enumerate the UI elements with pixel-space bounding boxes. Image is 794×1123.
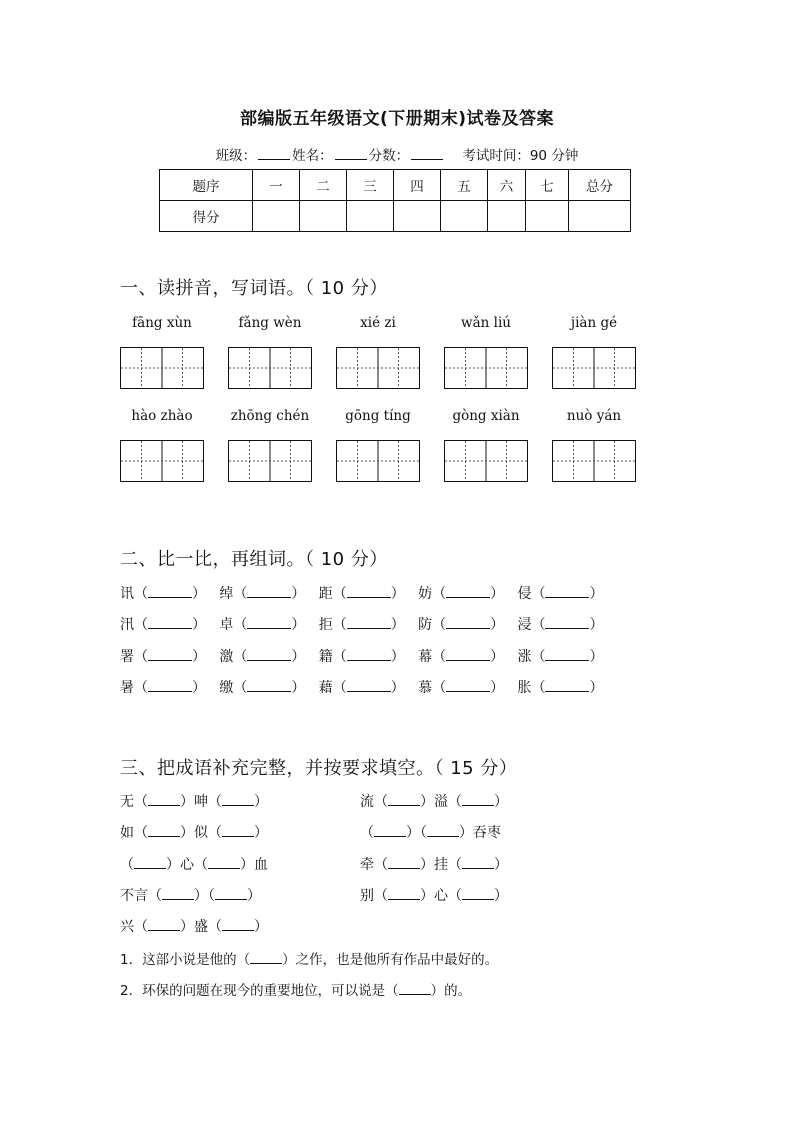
idiom-item: 如（ ）似（ ）: [120, 825, 268, 841]
answer-blank[interactable]: [374, 824, 406, 837]
pinyin-label: nuò yán: [566, 408, 622, 424]
writing-grid[interactable]: [552, 347, 636, 389]
answer-blank[interactable]: [545, 648, 589, 661]
compare-char: 暑: [120, 680, 134, 696]
idiom-char: 流: [360, 794, 374, 810]
score-table: [159, 169, 631, 232]
compare-char: 幕: [418, 649, 433, 665]
section1-title: 一、读拼音，写词语。（ 10 分）: [120, 278, 388, 299]
header-cell: 五: [441, 170, 488, 201]
compare-char: 涨: [517, 649, 532, 665]
score-cell[interactable]: [441, 201, 488, 232]
answer-blank[interactable]: [222, 793, 254, 806]
idiom-char: 心: [180, 857, 194, 873]
compare-char: 胀: [517, 680, 532, 696]
header-cell: 总分: [569, 170, 631, 201]
question-text: 2．环保的问题在现今的重要地位，可以说是（: [120, 983, 399, 999]
compare-char: 讯: [120, 586, 134, 602]
header-cell: 三: [347, 170, 394, 201]
compare-char: 激: [219, 649, 234, 665]
idiom-char: 溢: [434, 794, 448, 810]
score-cell[interactable]: [488, 201, 526, 232]
compare-char: 妨: [418, 586, 433, 602]
class-label: 班级：: [215, 148, 257, 164]
compare-char: 籍: [318, 649, 333, 665]
answer-blank[interactable]: [134, 856, 166, 869]
header-cell: 二: [300, 170, 347, 201]
question-text: ）的。: [430, 983, 472, 999]
pinyin-label: wǎn liú: [461, 315, 511, 331]
answer-blank[interactable]: [462, 856, 494, 869]
student-info-line: [0, 144, 794, 164]
answer-blank[interactable]: [446, 679, 490, 692]
idiom-char: 别: [360, 888, 374, 904]
score-table-score-row: [160, 201, 631, 232]
score-cell[interactable]: [300, 201, 347, 232]
answer-blank[interactable]: [148, 679, 192, 692]
idiom-item: 无（ ）呻（ ）: [120, 794, 268, 810]
compare-row: 暑（ ） 缴（ ） 藉（ ） 慕（ ） 胀（ ）: [120, 680, 604, 696]
answer-blank[interactable]: [148, 918, 180, 931]
pinyin-label: hào zhào: [131, 408, 193, 424]
answer-blank[interactable]: [222, 918, 254, 931]
pinyin-label: fǎng wèn: [238, 315, 302, 331]
answer-blank[interactable]: [347, 648, 391, 661]
question-text: 1．这部小说是他的（: [120, 952, 251, 968]
idiom-item: 牵（ ）挂（ ）: [360, 857, 508, 873]
page-title: 部编版五年级语文(下册期末)试卷及答案: [239, 109, 555, 129]
answer-blank[interactable]: [545, 616, 589, 629]
class-blank[interactable]: [258, 147, 290, 160]
writing-grid[interactable]: [336, 440, 420, 482]
answer-blank[interactable]: [215, 887, 247, 900]
answer-blank[interactable]: [247, 585, 291, 598]
answer-blank[interactable]: [388, 856, 420, 869]
writing-grid[interactable]: [444, 347, 528, 389]
idiom-char: 无: [120, 794, 134, 810]
compare-char: 距: [318, 586, 333, 602]
idiom-char: 如: [120, 825, 134, 841]
writing-grid[interactable]: [552, 440, 636, 482]
compare-row: 署（ ） 激（ ） 籍（ ） 幕（ ） 涨（ ）: [120, 649, 604, 665]
header-cell: 四: [394, 170, 441, 201]
score-label: 分数：: [368, 148, 410, 164]
pinyin-label: jiàn gé: [570, 315, 618, 331]
idiom-char: 盛: [194, 919, 208, 935]
section2-title: 二、比一比，再组词。（ 10 分）: [120, 549, 388, 570]
score-cell[interactable]: [394, 201, 441, 232]
answer-blank[interactable]: [446, 648, 490, 661]
score-blank[interactable]: [411, 147, 443, 160]
writing-grid[interactable]: [120, 440, 204, 482]
answer-blank[interactable]: [247, 679, 291, 692]
idiom-char: 呻: [194, 794, 208, 810]
compare-row: 汛（ ） 卓（ ） 拒（ ） 防（ ） 浸（ ）: [120, 617, 604, 633]
writing-grid[interactable]: [120, 347, 204, 389]
pinyin-label: zhōng chén: [230, 408, 310, 424]
answer-blank[interactable]: [222, 824, 254, 837]
answer-blank[interactable]: [250, 951, 282, 964]
answer-blank[interactable]: [148, 616, 192, 629]
answer-blank[interactable]: [347, 616, 391, 629]
name-blank[interactable]: [335, 147, 367, 160]
answer-blank[interactable]: [148, 793, 180, 806]
idiom-char: 吞枣: [473, 825, 501, 841]
answer-blank[interactable]: [148, 585, 192, 598]
compare-char: 浸: [517, 617, 532, 633]
answer-blank[interactable]: [388, 793, 420, 806]
answer-blank[interactable]: [247, 648, 291, 661]
pinyin-label: xié zi: [360, 315, 396, 331]
compare-char: 慕: [418, 680, 433, 696]
answer-blank[interactable]: [208, 856, 240, 869]
compare-row: 讯（ ） 绰（ ） 距（ ） 妨（ ） 侵（ ）: [120, 586, 604, 602]
answer-blank[interactable]: [545, 679, 589, 692]
answer-blank[interactable]: [462, 887, 494, 900]
time-label: 考试时间：90 分钟: [462, 148, 579, 164]
pinyin-label: gòng xiàn: [452, 408, 520, 424]
name-label: 姓名：: [292, 148, 333, 164]
idiom-char: 心: [434, 888, 448, 904]
idiom-char: 牵: [360, 857, 374, 873]
idiom-char: 似: [194, 825, 208, 841]
answer-blank[interactable]: [388, 887, 420, 900]
idiom-char: 血: [254, 857, 268, 873]
answer-blank[interactable]: [446, 585, 490, 598]
idiom-item: 不言（ ）（ ）: [120, 888, 261, 904]
score-table-header-row: [160, 170, 631, 201]
compare-char: 绰: [219, 586, 234, 602]
idiom-char: 不言: [120, 888, 148, 904]
answer-blank[interactable]: [462, 793, 494, 806]
compare-char: 卓: [219, 617, 234, 633]
compare-char: 署: [120, 649, 134, 665]
compare-char: 缴: [219, 680, 234, 696]
idiom-item: 兴（ ）盛（ ）: [120, 919, 268, 935]
writing-grid[interactable]: [444, 440, 528, 482]
score-cell[interactable]: [253, 201, 300, 232]
answer-blank[interactable]: [347, 585, 391, 598]
idiom-char: 兴: [120, 919, 134, 935]
answer-blank[interactable]: [427, 824, 459, 837]
idiom-item: （ ）心（ ）血: [120, 857, 268, 873]
answer-blank[interactable]: [247, 616, 291, 629]
writing-grid[interactable]: [336, 347, 420, 389]
section3-title: 三、把成语补充完整，并按要求填空。（ 15 分）: [120, 758, 518, 779]
pinyin-label: fāng xùn: [132, 315, 192, 331]
score-cell[interactable]: [526, 201, 569, 232]
row-label-cell: 得分: [160, 201, 253, 232]
compare-char: 汛: [120, 617, 134, 633]
compare-char: 防: [418, 617, 433, 633]
answer-blank[interactable]: [148, 824, 180, 837]
question-text: ）之作，也是他所有作品中最好的。: [282, 952, 499, 968]
question-2: [120, 979, 471, 999]
answer-blank[interactable]: [347, 679, 391, 692]
header-cell: 题序: [160, 170, 253, 201]
answer-blank[interactable]: [162, 887, 194, 900]
compare-char: 侵: [517, 586, 532, 602]
compare-char: 藉: [318, 680, 333, 696]
answer-blank[interactable]: [446, 616, 490, 629]
header-cell: 七: [526, 170, 569, 201]
header-cell: 一: [253, 170, 300, 201]
answer-blank[interactable]: [399, 982, 431, 995]
writing-grid[interactable]: [228, 440, 312, 482]
header-cell: 六: [488, 170, 526, 201]
idiom-item: 别（ ）心（ ）: [360, 888, 508, 904]
idiom-item: （ ）（ ）吞枣: [360, 825, 501, 841]
answer-blank[interactable]: [545, 585, 589, 598]
idiom-item: 流（ ）溢（ ）: [360, 794, 508, 810]
score-cell[interactable]: [347, 201, 394, 232]
compare-char: 拒: [318, 617, 333, 633]
writing-grid[interactable]: [228, 347, 312, 389]
score-cell[interactable]: [569, 201, 631, 232]
question-1: [120, 948, 498, 968]
idiom-char: 挂: [434, 857, 448, 873]
pinyin-label: gōng tíng: [345, 408, 411, 424]
answer-blank[interactable]: [148, 648, 192, 661]
